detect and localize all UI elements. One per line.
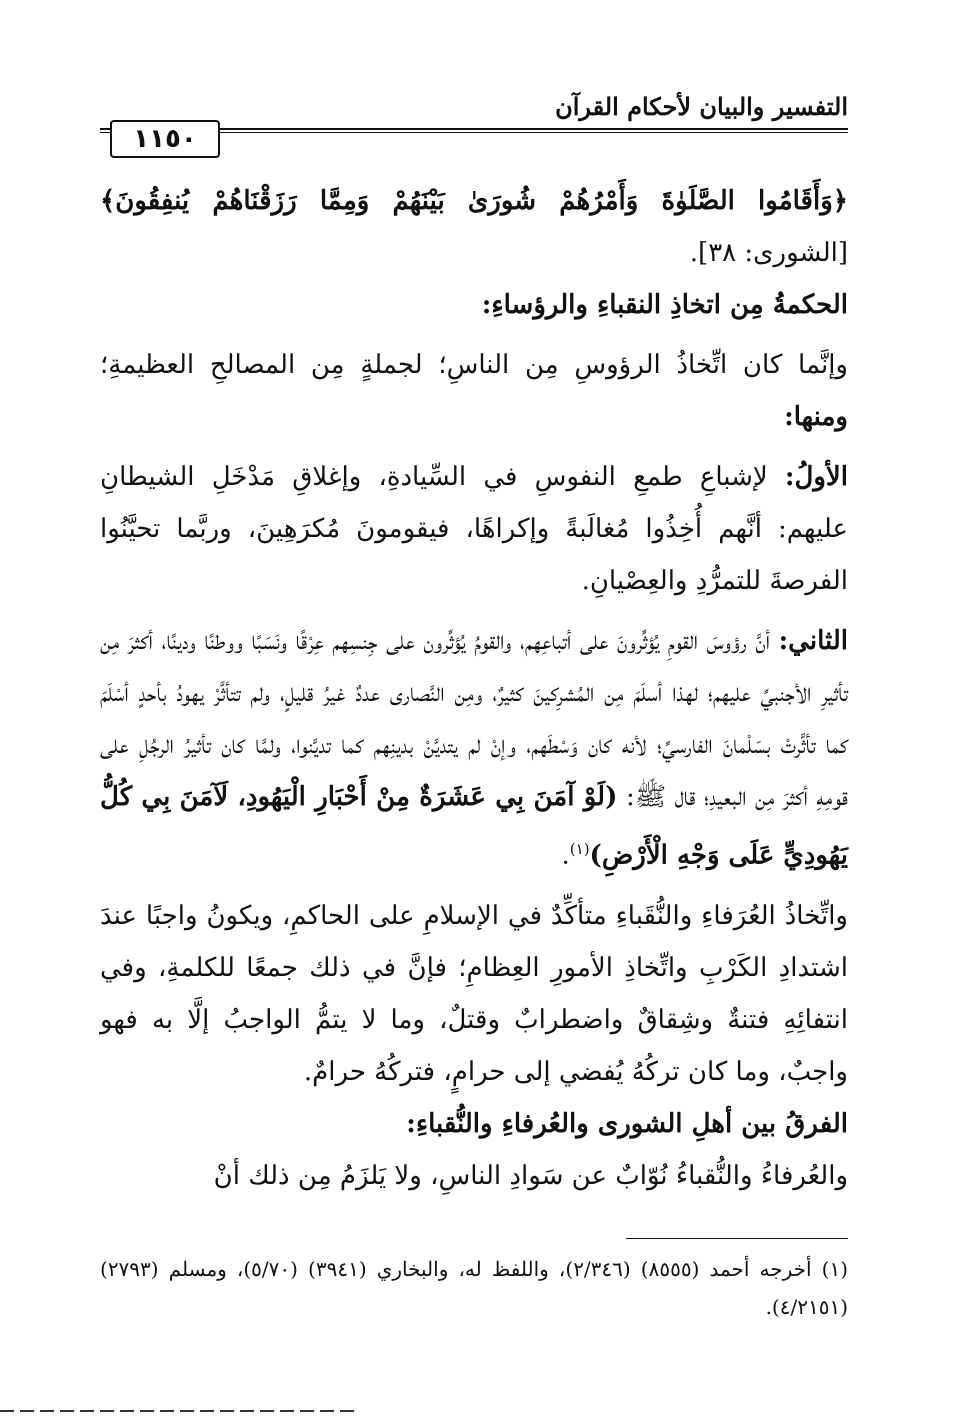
point-label: الثاني: bbox=[778, 626, 848, 656]
point-text: لإشباعِ طمعِ النفوسِ في السِّيادةِ، وإغلاقِ مَدْخَلِ الشيطانِ عليهم: أنَّهم أُخِذُوا مُغالَبةً وإكراهًا، فيقومونَ مُكرَهِينَ، وربَّما تحيَّنُوا الفرصةَ للتمرُّدِ والعِصْيانِ. bbox=[100, 462, 848, 596]
paragraph-text: وإنَّما كان اتِّخاذُ الرؤوسِ مِن الناسِ؛ لجملةٍ مِن المصالحِ العظيمةِ؛ bbox=[100, 350, 848, 380]
paragraph: واتِّخاذُ العُرَفاءِ والنُّقَباءِ متأكِّدٌ في الإسلامِ على الحاكمِ، ويكونُ واجبًا عندَ اشتدادِ الكَرْبِ واتِّخاذِ الأمورِ العِظامِ؛ فإنَّ في ذلك جمعًا للكلمةِ، وفي انتفائِهِ فتنةٌ وشِقاقٌ واضطرابٌ وقتلٌ، وما لا يتمُّ الواجبُ إلَّا به فهو واجبٌ، وما كان تركُهُ يُفضي إلى حرامٍ، فتركُهُ حرامٌ. bbox=[100, 900, 848, 1087]
hadith-quote: (لَوْ آمَنَ بِي عَشَرَةٌ مِنْ أَحْبَارِ الْيَهُودِ، لَآمَنَ بِي كُلُّ يَهُودِيٍّ عَلَى وَجْهِ الْأَرْضِ) bbox=[100, 782, 848, 871]
page-edge-mark bbox=[0, 1410, 360, 1412]
paragraph: والعُرفاءُ والنُّقباءُ نُوّابٌ عن سَوادِ الناسِ، ولا يَلزَمُ مِن ذلك أنْ bbox=[213, 1160, 848, 1191]
footnotes bbox=[100, 1250, 848, 1326]
paragraph-tail: ومنها: bbox=[784, 402, 848, 432]
point-text: أنَّ رؤوسَ القومِ يُؤثِّرونَ على أتباعِهم، والقومُ يُؤثِّرون على جِنسِهم عِرْقًا ونَسَبًا ووطنًا ودينًا، أكثرَ مِن تأثيرِ الأجنبيِّ عليهم؛ لهذا أسلَمَ مِن المُشرِكينَ كثيرٌ، ومِن النَّصارى عددٌ غيرُ قليلٍ، ولم تتأثَّرْ يهودُ بأحدٍ أسْلَمَ كما تأثَّرتْ بسَلْمانَ الفارسيِّ؛ لأنه كان وَسْطَهم، وإنْ لم يتديَّنْ بدينِهم كما تديَّنوا، ولمَّا كان تأثيرُ الرجُلِ على قومِهِ أكثرَ مِن البعيدِ؛ قال ﷺ: bbox=[100, 626, 849, 812]
page-header bbox=[100, 92, 848, 152]
point-label: الأولُ: bbox=[784, 462, 848, 492]
footnote-separator bbox=[626, 1238, 848, 1239]
footnote: (١) أخرجه أحمد (٨٥٥٥) (٢/٣٤٦)، واللفظ له، والبخاري (٣٩٤١) (٥/٧٠)، ومسلم (٢٧٩٣) (٤/٢١٥١). bbox=[100, 1257, 849, 1319]
book-title: التفسير والبيان لأحكام القرآن bbox=[555, 92, 848, 121]
sentence-end: . bbox=[561, 840, 570, 871]
page-number: ١١٥٠ bbox=[133, 124, 197, 154]
paragraph bbox=[100, 339, 848, 443]
page-body bbox=[100, 175, 848, 1202]
page-number-box bbox=[110, 120, 220, 158]
section-heading: الفرقُ بين أهلِ الشورى والعُرفاءِ والنُّقباءِ: bbox=[406, 1108, 848, 1139]
paragraph-first-reason bbox=[100, 451, 848, 607]
quran-reference: [الشورى: ٣٨]. bbox=[689, 238, 848, 268]
footnote-marker: (١) bbox=[569, 840, 590, 858]
quran-verse: ﴿وَأَقَامُوا الصَّلَوٰةَ وَأَمْرُهُمْ شُورَىٰ بَيْنَهُمْ وَمِمَّا رَزَقْنَاهُمْ يُنفِقُونَ﴾ bbox=[100, 186, 848, 216]
quran-verse-line bbox=[100, 175, 848, 279]
section-heading: الحكمةُ مِن اتخاذِ النقباءِ والرؤساءِ: bbox=[481, 290, 848, 320]
paragraph-second-reason bbox=[100, 615, 848, 882]
